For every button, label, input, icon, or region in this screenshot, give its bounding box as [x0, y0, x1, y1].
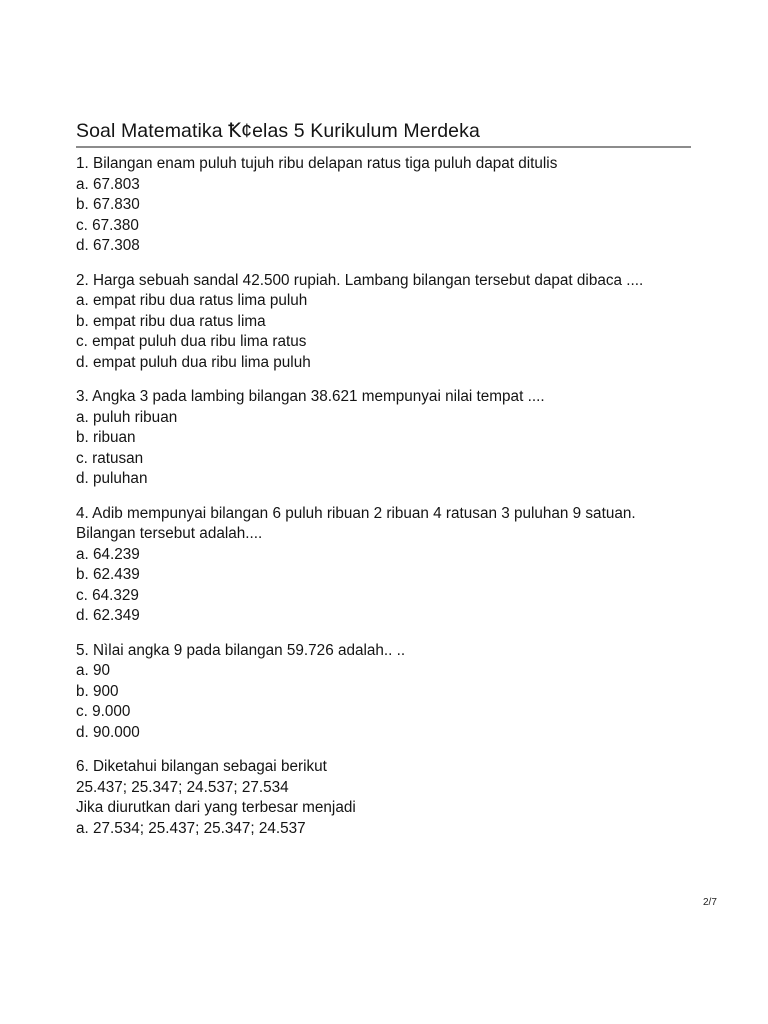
question-3 [76, 387, 696, 490]
page-number: 2/7 [703, 897, 717, 908]
answer-option: a. 90 [76, 662, 111, 679]
question-1 [76, 154, 696, 257]
answer-option: c. 67.380 [76, 216, 139, 234]
document-title: Soal Matematika Ꝁ¢elas 5 Kurikulum Merdeka [76, 120, 480, 142]
answer-option: a. 64.239 [76, 545, 140, 563]
question-text: 1. Bilangan enam puluh tujuh ribu delapan ratus tiga puluh dapat ditulis [76, 155, 558, 172]
question-list [76, 154, 696, 853]
question-text: 5. Nìlai angka 9 pada bilangan 59.726 adalah.. .. [76, 641, 406, 659]
answer-option: b. ribuan [76, 429, 136, 446]
answer-option: d. 62.349 [76, 607, 140, 624]
question-2 [76, 271, 696, 374]
answer-option: d. empat puluh dua ribu lima puluh [76, 353, 311, 371]
question-text: 2. Harga sebuah sandal 42.500 rupiah. Lambang bilangan tersebut dapat dibaca .... [76, 271, 644, 289]
answer-option: c. 64.329 [76, 586, 139, 604]
answer-option: c. 9.000 [76, 703, 131, 720]
title-divider [76, 146, 691, 148]
question-text: Bilangan tersebut adalah.... [76, 525, 263, 542]
answer-option: c. ratusan [76, 449, 144, 467]
answer-option: a. puluh ribuan [76, 408, 178, 426]
question-text: 3. Angka 3 pada lambing bilangan 38.621 mempunyai nilai tempat .... [76, 388, 545, 405]
question-text: 4. Adib mempunyai bilangan 6 puluh ribuan 2 ribuan 4 ratusan 3 puluhan 9 satuan. [76, 504, 636, 522]
answer-option: a. 67.803 [76, 175, 140, 193]
answer-option: a. empat ribu dua ratus lima puluh [76, 292, 308, 309]
question-text: Jika diurutkan dari yang terbesar menjadi [76, 799, 356, 816]
answer-option: d. 90.000 [76, 723, 140, 741]
question-4 [76, 504, 696, 627]
answer-option: b. 62.439 [76, 566, 140, 583]
question-text: 6. Diketahui bilangan sebagai berikut [76, 758, 327, 775]
answer-option: b. 67.830 [76, 196, 140, 213]
answer-option: c. empat puluh dua ribu lima ratus [76, 333, 307, 350]
question-5 [76, 641, 696, 744]
question-6 [76, 757, 696, 839]
answer-option: d. 67.308 [76, 237, 140, 254]
answer-option: d. puluhan [76, 470, 148, 487]
answer-option: b. 900 [76, 682, 119, 700]
question-text: 25.437; 25.347; 24.537; 27.534 [76, 778, 289, 796]
answer-option: b. empat ribu dua ratus lima [76, 312, 266, 330]
answer-option: a. 27.534; 25.437; 25.347; 24.537 [76, 819, 306, 837]
